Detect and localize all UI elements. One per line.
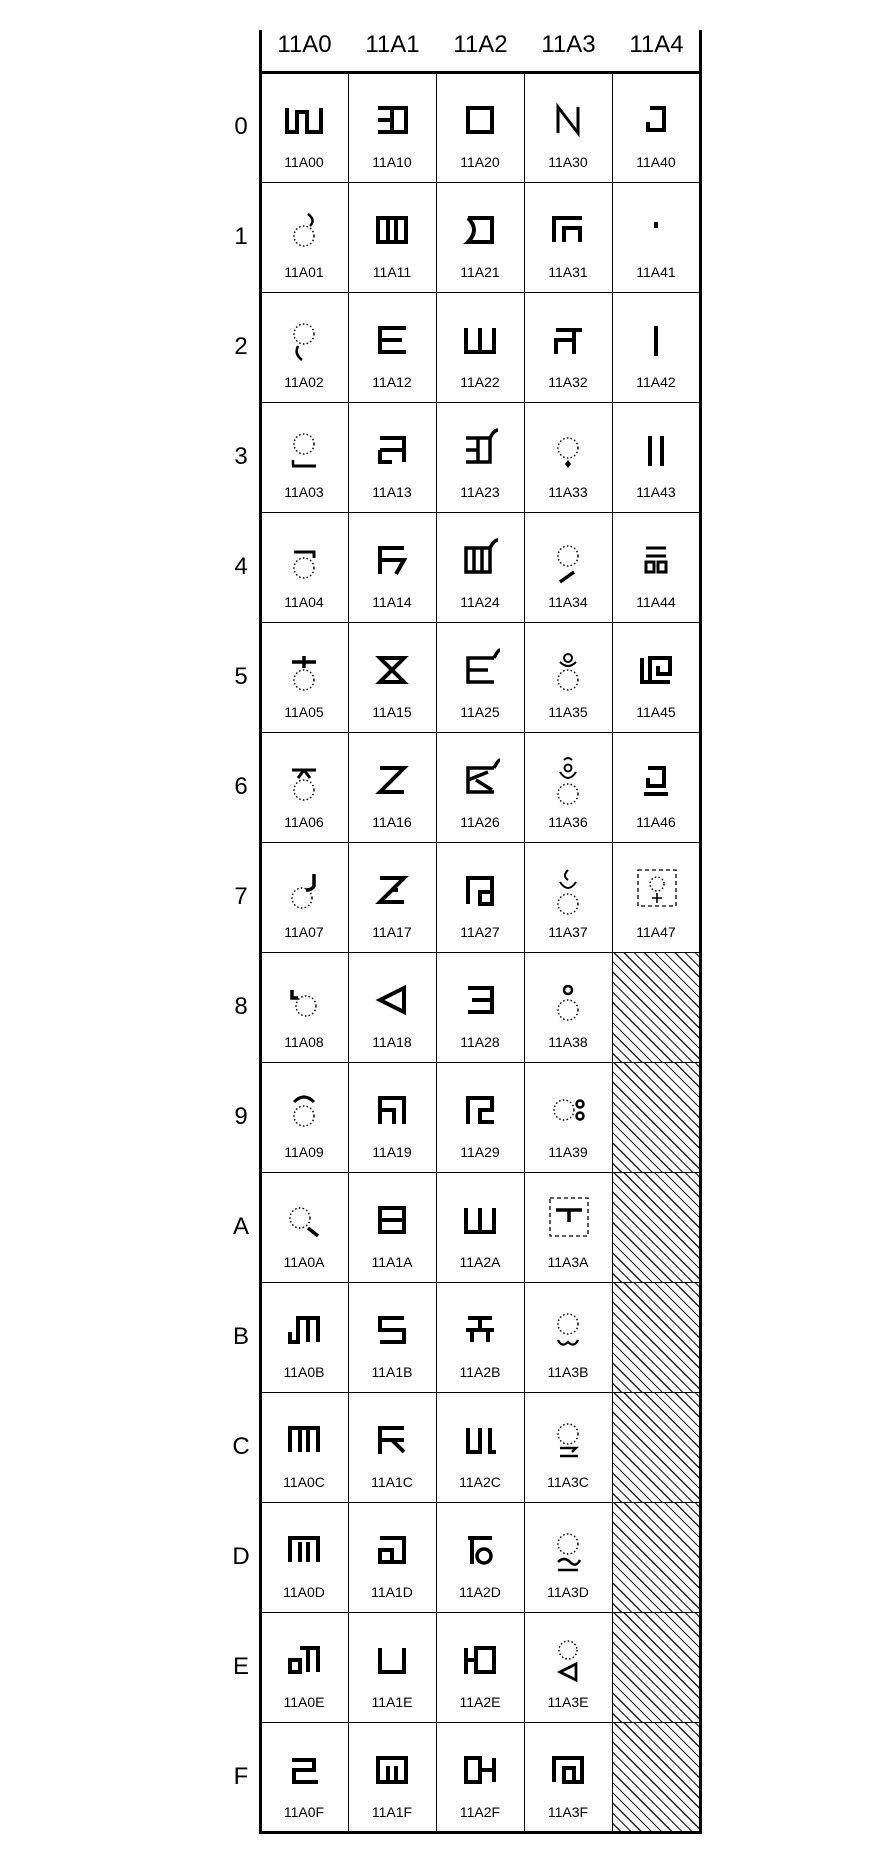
code-point-label: 11A02 xyxy=(284,374,324,390)
code-point-label: 11A10 xyxy=(372,154,412,170)
code-point-label: 11A19 xyxy=(372,1144,412,1160)
code-point-label: 11A1A xyxy=(371,1254,413,1270)
glyph-11a3f xyxy=(524,1740,612,1798)
row-header-0: 0 xyxy=(234,113,248,140)
code-point-label: 11A32 xyxy=(548,374,588,390)
code-point-label: 11A1B xyxy=(371,1364,413,1380)
glyph-cell xyxy=(260,402,348,512)
code-point-label: 11A1F xyxy=(371,1804,413,1820)
grid-horizontal-line xyxy=(259,842,702,843)
glyph-11a05 xyxy=(260,640,348,698)
glyph-cell xyxy=(612,512,700,622)
code-point-label: 11A12 xyxy=(372,374,412,390)
glyph-cell xyxy=(524,1612,612,1722)
column-header-11a2: 11A2 xyxy=(453,31,508,58)
code-point-label: 11A0A xyxy=(283,1254,325,1270)
code-point-label: 11A0C xyxy=(283,1474,325,1490)
grid-horizontal-line xyxy=(259,512,702,513)
glyph-11a28 xyxy=(436,970,524,1028)
glyph-11a00 xyxy=(260,90,348,148)
glyph-cell xyxy=(612,292,700,402)
glyph-cell xyxy=(524,1172,612,1282)
glyph-cell xyxy=(348,1062,436,1172)
glyph-11a02 xyxy=(260,310,348,368)
glyph-cell xyxy=(524,732,612,842)
grid-horizontal-line xyxy=(259,1722,702,1723)
glyph-cell xyxy=(612,622,700,732)
grid-horizontal-line xyxy=(259,1282,702,1283)
glyph-11a06 xyxy=(260,750,348,808)
code-point-label: 11A26 xyxy=(460,814,500,830)
grid-vertical-line xyxy=(436,72,437,1834)
glyph-11a27 xyxy=(436,860,524,918)
glyph-11a3d xyxy=(524,1520,612,1578)
code-point-label: 11A09 xyxy=(284,1144,324,1160)
glyph-11a13 xyxy=(348,420,436,478)
row-header-e: E xyxy=(232,1653,249,1680)
column-header-11a4: 11A4 xyxy=(629,31,684,58)
code-point-label: 11A42 xyxy=(636,374,676,390)
code-point-label: 11A17 xyxy=(372,924,412,940)
code-point-label: 11A29 xyxy=(460,1144,500,1160)
glyph-cell xyxy=(348,72,436,182)
grid-vertical-line xyxy=(524,72,525,1834)
grid-horizontal-line xyxy=(259,182,702,183)
glyph-cell xyxy=(348,1172,436,1282)
row-header-3: 3 xyxy=(234,443,248,470)
glyph-11a35 xyxy=(524,640,612,698)
glyph-11a46 xyxy=(612,750,700,808)
glyph-11a44 xyxy=(612,530,700,588)
glyph-11a1e xyxy=(348,1630,436,1688)
code-point-label: 11A01 xyxy=(284,264,324,280)
code-point-label: 11A41 xyxy=(636,264,676,280)
glyph-cell xyxy=(436,952,524,1062)
code-point-label: 11A04 xyxy=(284,594,324,610)
row-header-5: 5 xyxy=(234,663,248,690)
glyph-11a19 xyxy=(348,1080,436,1138)
code-point-label: 11A1C xyxy=(371,1474,413,1490)
glyph-11a04 xyxy=(260,530,348,588)
glyph-cell xyxy=(348,1722,436,1832)
code-point-label: 11A14 xyxy=(372,594,412,610)
glyph-11a43 xyxy=(612,420,700,478)
grid-horizontal-line xyxy=(259,71,702,74)
code-point-label: 11A0F xyxy=(283,1804,325,1820)
code-point-label: 11A22 xyxy=(460,374,500,390)
glyph-cell xyxy=(436,842,524,952)
glyph-11a10 xyxy=(348,90,436,148)
code-point-label: 11A2F xyxy=(459,1804,501,1820)
column-header-11a1: 11A1 xyxy=(365,31,420,58)
grid-horizontal-line xyxy=(259,952,702,953)
glyph-11a37 xyxy=(524,860,612,918)
glyph-11a1a xyxy=(348,1190,436,1248)
glyph-cell xyxy=(348,1612,436,1722)
unassigned-cell xyxy=(612,1392,700,1502)
code-point-label: 11A3D xyxy=(547,1584,589,1600)
glyph-11a2d xyxy=(436,1520,524,1578)
glyph-cell xyxy=(436,512,524,622)
glyph-11a11 xyxy=(348,200,436,258)
glyph-11a2f xyxy=(436,1740,524,1798)
glyph-11a26 xyxy=(436,750,524,808)
glyph-cell xyxy=(524,72,612,182)
glyph-cell xyxy=(436,1172,524,1282)
code-point-label: 11A3B xyxy=(547,1364,589,1380)
code-point-label: 11A18 xyxy=(372,1034,412,1050)
code-point-label: 11A28 xyxy=(460,1034,500,1050)
code-point-label: 11A3E xyxy=(547,1694,589,1710)
glyph-cell xyxy=(348,402,436,512)
glyph-11a1d xyxy=(348,1520,436,1578)
glyph-cell xyxy=(436,1612,524,1722)
glyph-11a0c xyxy=(260,1410,348,1468)
code-point-label: 11A1E xyxy=(371,1694,413,1710)
glyph-cell xyxy=(348,1282,436,1392)
code-point-label: 11A44 xyxy=(636,594,676,610)
glyph-11a31 xyxy=(524,200,612,258)
glyph-cell xyxy=(524,1722,612,1832)
code-point-label: 11A2E xyxy=(459,1694,501,1710)
unassigned-cell xyxy=(612,1612,700,1722)
code-point-label: 11A25 xyxy=(460,704,500,720)
glyph-cell xyxy=(260,622,348,732)
grid-horizontal-line xyxy=(259,622,702,623)
glyph-cell xyxy=(260,1612,348,1722)
code-point-label: 11A3A xyxy=(547,1254,589,1270)
grid-horizontal-line xyxy=(259,1831,702,1834)
glyph-11a29 xyxy=(436,1080,524,1138)
code-point-label: 11A16 xyxy=(372,814,412,830)
glyph-cell xyxy=(436,72,524,182)
glyph-11a16 xyxy=(348,750,436,808)
row-header-6: 6 xyxy=(234,773,248,800)
grid-horizontal-line xyxy=(259,1612,702,1613)
glyph-cell xyxy=(260,1282,348,1392)
glyph-cell xyxy=(260,182,348,292)
code-point-label: 11A2B xyxy=(459,1364,501,1380)
glyph-11a3a xyxy=(524,1190,612,1248)
glyph-11a3c xyxy=(524,1410,612,1468)
code-point-label: 11A05 xyxy=(284,704,324,720)
glyph-cell xyxy=(436,622,524,732)
glyph-11a40 xyxy=(612,90,700,148)
glyph-11a15 xyxy=(348,640,436,698)
glyph-11a2e xyxy=(436,1630,524,1688)
grid-vertical-line xyxy=(612,72,613,1834)
code-point-label: 11A43 xyxy=(636,484,676,500)
grid-horizontal-line xyxy=(259,1502,702,1503)
glyph-cell xyxy=(524,842,612,952)
code-point-label: 11A45 xyxy=(636,704,676,720)
glyph-cell xyxy=(348,622,436,732)
glyph-cell xyxy=(436,732,524,842)
glyph-cell xyxy=(524,1282,612,1392)
glyph-cell xyxy=(524,512,612,622)
glyph-cell xyxy=(612,72,700,182)
glyph-11a2a xyxy=(436,1190,524,1248)
row-header-a: A xyxy=(232,1213,249,1240)
code-point-label: 11A2A xyxy=(459,1254,501,1270)
code-point-label: 11A35 xyxy=(548,704,588,720)
glyph-cell xyxy=(348,732,436,842)
grid-vertical-line xyxy=(259,30,262,1834)
code-point-label: 11A03 xyxy=(284,484,324,500)
code-point-label: 11A20 xyxy=(460,154,500,170)
code-point-label: 11A36 xyxy=(548,814,588,830)
column-header-11a0: 11A0 xyxy=(277,31,332,58)
code-point-label: 11A30 xyxy=(548,154,588,170)
glyph-cell xyxy=(348,1502,436,1612)
glyph-cell xyxy=(612,182,700,292)
glyph-11a42 xyxy=(612,310,700,368)
glyph-cell xyxy=(260,1172,348,1282)
row-header-8: 8 xyxy=(234,993,248,1020)
code-point-label: 11A07 xyxy=(284,924,324,940)
row-header-7: 7 xyxy=(234,883,248,910)
glyph-cell xyxy=(436,402,524,512)
glyph-cell xyxy=(260,512,348,622)
glyph-cell xyxy=(348,952,436,1062)
glyph-11a12 xyxy=(348,310,436,368)
glyph-11a18 xyxy=(348,970,436,1028)
glyph-11a2c xyxy=(436,1410,524,1468)
glyph-11a36 xyxy=(524,750,612,808)
grid-horizontal-line xyxy=(259,1392,702,1393)
glyph-11a1f xyxy=(348,1740,436,1798)
glyph-11a20 xyxy=(436,90,524,148)
code-point-label: 11A37 xyxy=(548,924,588,940)
code-point-label: 11A15 xyxy=(372,704,412,720)
unassigned-cell xyxy=(612,952,700,1062)
glyph-11a21 xyxy=(436,200,524,258)
glyph-cell xyxy=(260,842,348,952)
glyph-cell xyxy=(260,1722,348,1832)
code-point-label: 11A27 xyxy=(460,924,500,940)
glyph-11a01 xyxy=(260,200,348,258)
row-header-9: 9 xyxy=(234,1103,248,1130)
glyph-cell xyxy=(524,402,612,512)
code-point-label: 11A46 xyxy=(636,814,676,830)
glyph-11a0a xyxy=(260,1190,348,1248)
row-header-b: B xyxy=(232,1323,249,1350)
glyph-11a33 xyxy=(524,420,612,478)
code-point-label: 11A40 xyxy=(636,154,676,170)
grid-horizontal-line xyxy=(259,1172,702,1173)
code-point-label: 11A3C xyxy=(547,1474,589,1490)
glyph-cell xyxy=(436,1722,524,1832)
row-header-f: F xyxy=(233,1763,249,1790)
glyph-cell xyxy=(260,1392,348,1502)
glyph-cell xyxy=(524,292,612,402)
glyph-cell xyxy=(524,952,612,1062)
column-header-11a3: 11A3 xyxy=(541,31,596,58)
glyph-11a0e xyxy=(260,1630,348,1688)
grid-horizontal-line xyxy=(259,732,702,733)
glyph-11a22 xyxy=(436,310,524,368)
glyph-cell xyxy=(348,292,436,402)
grid-horizontal-line xyxy=(259,1062,702,1063)
glyph-11a2b xyxy=(436,1300,524,1358)
code-point-label: 11A47 xyxy=(636,924,676,940)
glyph-cell xyxy=(348,842,436,952)
glyph-cell xyxy=(612,402,700,512)
glyph-cell xyxy=(260,1502,348,1612)
glyph-11a25 xyxy=(436,640,524,698)
glyph-11a32 xyxy=(524,310,612,368)
glyph-cell xyxy=(524,1392,612,1502)
glyph-cell xyxy=(524,622,612,732)
glyph-11a3e xyxy=(524,1630,612,1688)
grid-vertical-line xyxy=(699,30,702,1834)
glyph-cell xyxy=(436,1062,524,1172)
glyph-11a45 xyxy=(612,640,700,698)
glyph-11a41 xyxy=(612,200,700,258)
glyph-cell xyxy=(260,292,348,402)
code-point-label: 11A38 xyxy=(548,1034,588,1050)
glyph-11a47 xyxy=(612,860,700,918)
unassigned-cell xyxy=(612,1722,700,1832)
glyph-11a3b xyxy=(524,1300,612,1358)
glyph-cell xyxy=(436,182,524,292)
code-point-label: 11A06 xyxy=(284,814,324,830)
code-point-label: 11A13 xyxy=(372,484,412,500)
glyph-11a39 xyxy=(524,1080,612,1138)
glyph-11a38 xyxy=(524,970,612,1028)
code-point-label: 11A3F xyxy=(547,1804,589,1820)
code-point-label: 11A0D xyxy=(283,1584,325,1600)
unassigned-cell xyxy=(612,1062,700,1172)
glyph-11a03 xyxy=(260,420,348,478)
glyph-cell xyxy=(348,1392,436,1502)
row-header-1: 1 xyxy=(234,223,248,250)
glyph-cell xyxy=(612,842,700,952)
glyph-11a1c xyxy=(348,1410,436,1468)
code-point-label: 11A11 xyxy=(372,264,412,280)
glyph-11a08 xyxy=(260,970,348,1028)
grid-horizontal-line xyxy=(259,402,702,403)
glyph-cell xyxy=(436,1502,524,1612)
glyph-cell xyxy=(348,182,436,292)
row-header-c: C xyxy=(232,1433,250,1460)
code-point-label: 11A0E xyxy=(283,1694,325,1710)
glyph-11a0d xyxy=(260,1520,348,1578)
glyph-cell xyxy=(524,182,612,292)
grid-vertical-line xyxy=(348,72,349,1834)
glyph-cell xyxy=(436,1282,524,1392)
unassigned-cell xyxy=(612,1282,700,1392)
glyph-cell xyxy=(524,1502,612,1612)
glyph-11a30 xyxy=(524,90,612,148)
code-point-label: 11A39 xyxy=(548,1144,588,1160)
code-point-label: 11A24 xyxy=(460,594,500,610)
code-point-label: 11A0B xyxy=(283,1364,325,1380)
glyph-11a23 xyxy=(436,420,524,478)
glyph-cell xyxy=(436,1392,524,1502)
glyph-11a14 xyxy=(348,530,436,588)
glyph-11a24 xyxy=(436,530,524,588)
glyph-cell xyxy=(348,512,436,622)
code-point-label: 11A31 xyxy=(548,264,588,280)
code-point-label: 11A2D xyxy=(459,1584,501,1600)
glyph-cell xyxy=(260,72,348,182)
code-point-label: 11A08 xyxy=(284,1034,324,1050)
glyph-11a1b xyxy=(348,1300,436,1358)
glyph-cell xyxy=(612,732,700,842)
glyph-cell xyxy=(436,292,524,402)
glyph-11a0b xyxy=(260,1300,348,1358)
code-point-label: 11A23 xyxy=(460,484,500,500)
glyph-11a17 xyxy=(348,860,436,918)
glyph-11a0f xyxy=(260,1740,348,1798)
code-point-label: 11A00 xyxy=(284,154,324,170)
grid-horizontal-line xyxy=(259,292,702,293)
row-header-2: 2 xyxy=(234,333,248,360)
row-header-d: D xyxy=(232,1543,250,1570)
glyph-11a07 xyxy=(260,860,348,918)
glyph-11a09 xyxy=(260,1080,348,1138)
code-point-label: 11A34 xyxy=(548,594,588,610)
glyph-11a34 xyxy=(524,530,612,588)
code-point-label: 11A2C xyxy=(459,1474,501,1490)
glyph-cell xyxy=(524,1062,612,1172)
code-point-label: 11A21 xyxy=(460,264,500,280)
unassigned-cell xyxy=(612,1172,700,1282)
glyph-cell xyxy=(260,1062,348,1172)
code-point-label: 11A1D xyxy=(371,1584,413,1600)
glyph-cell xyxy=(260,732,348,842)
glyph-cell xyxy=(260,952,348,1062)
unassigned-cell xyxy=(612,1502,700,1612)
code-point-label: 11A33 xyxy=(548,484,588,500)
row-header-4: 4 xyxy=(234,553,248,580)
